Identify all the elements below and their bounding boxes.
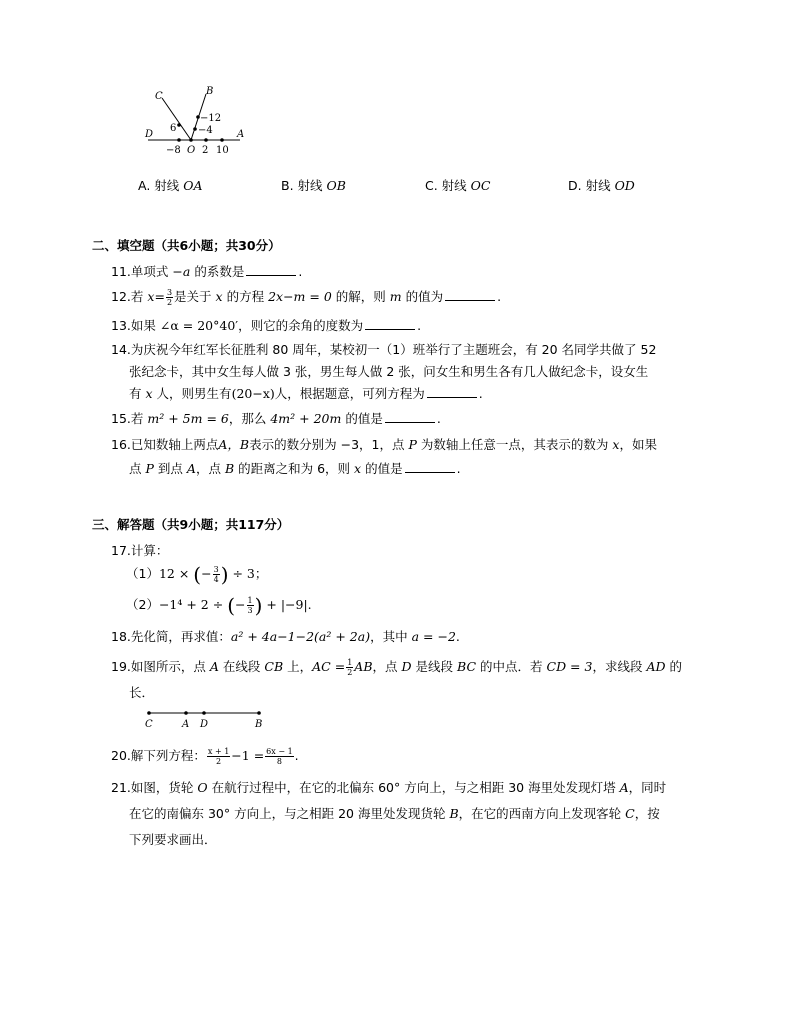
text: 的方程 (226, 289, 265, 304)
text: ，同时 (628, 780, 667, 795)
answer-blank[interactable] (365, 317, 415, 330)
text: 在航行过程中，在它的北偏东 60° 方向上，与之相距 30 海里处发现灯塔 (211, 780, 616, 795)
question-number: 15. (111, 411, 131, 426)
question-number: 16. (111, 437, 131, 452)
text: 若 (130, 289, 144, 304)
text: 的值是 (365, 461, 403, 476)
text: 为庆祝今年红军长征胜利 80 周年，某校初一（1）班举行了主题班会，有 20 名同学共做了 52 (130, 342, 657, 357)
text: ，那么 (228, 411, 267, 426)
text: . (417, 318, 422, 333)
math: −1 = (231, 748, 265, 763)
text: 的解，则 (335, 289, 386, 304)
text: 为数轴上任意一点，其表示的数为 (420, 437, 609, 452)
text: ，按 (634, 806, 660, 821)
text: ，点 (372, 659, 398, 674)
question-19 (111, 654, 682, 706)
section-2-title: 二、填空题（共6小题；共30分） (92, 238, 281, 253)
text: ，求线段 (592, 659, 643, 674)
math: a² + 4a−1−2(a² + 2a) (230, 629, 371, 644)
math: 4m² + 20m (270, 411, 342, 426)
label-c: C (155, 91, 163, 102)
math: AC = (312, 659, 346, 674)
choice-b-var: OB (326, 178, 346, 193)
text: 若 (130, 411, 144, 426)
tick-neg4: −4 (198, 125, 213, 136)
question-number: 17. (111, 543, 131, 558)
question-number: 12. (111, 289, 131, 304)
question-number: 19. (111, 659, 131, 674)
math: D (401, 659, 412, 674)
answer-blank[interactable] (427, 385, 477, 398)
fraction: $\frac{1}{2}$ (347, 658, 353, 677)
label-o: O (187, 145, 196, 156)
math: x (215, 289, 223, 304)
choice-a-label: A. 射线 (138, 178, 180, 193)
text: 在线段 (222, 659, 261, 674)
tick-neg12: −12 (200, 113, 222, 124)
text: 先化简，再求值： (130, 629, 231, 644)
math: (20−x) (231, 386, 275, 401)
text: 人，根据题意，可列方程为 (274, 386, 425, 401)
text: 下列要求画出． (129, 832, 217, 847)
math: CD = 3 (546, 659, 593, 674)
answer-blank[interactable] (246, 263, 296, 276)
text: 表示的数分别为 −3，1，点 (249, 437, 405, 452)
math: m² + 5m = 6 (147, 411, 229, 426)
question-16 (111, 433, 657, 481)
question-number: 14. (111, 342, 131, 357)
math: B (224, 461, 235, 476)
text: 如图，货轮 (130, 780, 194, 795)
math: x (147, 289, 155, 304)
math: + |−9|. (266, 597, 312, 612)
math: = (154, 289, 165, 304)
part-label: （1） (126, 566, 159, 581)
text: 计算： (130, 543, 169, 558)
text: 已知数轴上两点 (130, 437, 219, 452)
text: . (294, 748, 299, 763)
fraction: $\frac{1}{3}$ (247, 596, 253, 615)
math: 2x−m = 0 (268, 289, 332, 304)
answer-blank[interactable] (405, 460, 455, 473)
answer-blank[interactable] (385, 410, 435, 423)
math: O (197, 780, 208, 795)
text: 的值为 (405, 289, 444, 304)
text: ，其中 (370, 629, 408, 644)
math: ÷ 3； (232, 566, 268, 581)
text: 的距离之和为 6，则 (238, 461, 351, 476)
choice-d-var: OD (614, 178, 635, 193)
question-number: 13. (111, 318, 131, 333)
text: ，点 (195, 461, 221, 476)
section-3-title: 三、解答题（共9小题；共117分） (92, 517, 290, 532)
math: P (145, 461, 154, 476)
math: CB (264, 659, 284, 674)
math: B (449, 806, 459, 821)
question-17 (111, 541, 168, 559)
math: ∠α = 20°40′ (159, 318, 239, 333)
choice-a[interactable] (138, 176, 203, 194)
math: x (612, 437, 620, 452)
text: 在它的南偏东 30° 方向上，与之相距 20 海里处发现货轮 (129, 806, 446, 821)
text: 的中点．若 (480, 659, 543, 674)
fraction: $\frac{x + 1}{2}$ (207, 747, 230, 766)
math: −a (172, 264, 191, 279)
math: x (145, 386, 153, 401)
choice-a-var: OA (183, 178, 203, 193)
math: m (389, 289, 402, 304)
part-label: （2） (126, 597, 159, 612)
text: 是关于 (174, 289, 212, 304)
label-a: A (237, 129, 245, 140)
math: A，B (218, 437, 250, 452)
text: 到点 (157, 461, 183, 476)
tick-10: 10 (216, 145, 229, 156)
text: . (456, 461, 461, 476)
text: 点 (129, 461, 142, 476)
point-d-label: D (200, 719, 209, 730)
choice-c-label: C. 射线 (425, 178, 467, 193)
question-17-part-1: （1）12 × (− $\frac{3}{4}$ ) ÷ 3； (126, 562, 268, 587)
math: −1⁴ + 2 ÷ (158, 597, 224, 612)
math: A (619, 780, 629, 795)
text: 张纪念卡，其中女生每人做 3 张，男生每人做 2 张，问女生和男生各有几人做纪念卡，设女生 (129, 364, 649, 379)
text: . (478, 386, 483, 401)
label-b: B (206, 86, 214, 97)
math: A (186, 461, 196, 476)
text: 的值是 (345, 411, 383, 426)
fraction: $\frac{3}{2}$ (166, 288, 173, 307)
text: 有 (129, 386, 142, 401)
point-b-label: B (255, 719, 263, 730)
text: 人，则男生有 (156, 386, 232, 401)
ray-oc (162, 98, 191, 140)
question-12 (111, 287, 501, 307)
text: 的 (669, 659, 683, 674)
fraction: $\frac{3}{4}$ (213, 565, 219, 584)
text: . (497, 289, 502, 304)
text: . (436, 411, 441, 426)
number-line-ray-figure (140, 84, 255, 156)
point-a-label: A (182, 719, 190, 730)
question-number: 21. (111, 780, 131, 795)
choice-d-label: D. 射线 (568, 178, 611, 193)
choice-b[interactable] (281, 176, 346, 194)
text: 是线段 (415, 659, 454, 674)
math: C (625, 806, 635, 821)
answer-blank[interactable] (445, 288, 495, 301)
text: 上， (287, 659, 313, 674)
question-11 (111, 262, 302, 280)
question-13 (111, 316, 421, 334)
tick-neg8: −8 (166, 145, 181, 156)
text: 解下列方程： (130, 748, 206, 763)
point-c-label: C (145, 719, 153, 730)
math: BC (457, 659, 477, 674)
segment-figure (140, 705, 270, 731)
tick-2: 2 (202, 145, 209, 156)
label-d: D (145, 129, 154, 140)
question-18 (111, 627, 460, 645)
math: x (354, 461, 362, 476)
math: 12 × (158, 566, 190, 581)
text: . (298, 264, 303, 279)
text: 的系数是 (194, 264, 245, 279)
math: AD (646, 659, 666, 674)
question-number: 18. (111, 629, 131, 644)
math: A (209, 659, 219, 674)
text: ，如果 (619, 437, 657, 452)
question-number: 20. (111, 748, 131, 763)
text: 如图所示，点 (130, 659, 206, 674)
text: . (455, 629, 460, 644)
fraction: $\frac{6x - 1}{8}$ (266, 747, 293, 766)
question-21 (111, 775, 666, 853)
choice-c[interactable] (425, 176, 490, 194)
choice-c-var: OC (470, 178, 491, 193)
question-17-part-2: （2）−1⁴ + 2 ÷ (− $\frac{1}{3}$ ) + |−9|. (126, 593, 312, 618)
tick-6: 6 (170, 123, 177, 134)
text: ，则它的余角的度数为 (238, 318, 364, 333)
choice-d[interactable] (568, 176, 635, 194)
text: 如果 (130, 318, 156, 333)
question-number: 11. (111, 264, 131, 279)
math: AB (354, 659, 373, 674)
text: 单项式 (130, 264, 169, 279)
text: ，在它的西南方向上发现客轮 (458, 806, 622, 821)
math: P (408, 437, 417, 452)
question-14 (111, 339, 656, 405)
text: 长． (129, 685, 155, 700)
choice-b-label: B. 射线 (281, 178, 323, 193)
question-15 (111, 409, 441, 427)
question-20 (111, 746, 299, 766)
math: a = −2 (411, 629, 456, 644)
